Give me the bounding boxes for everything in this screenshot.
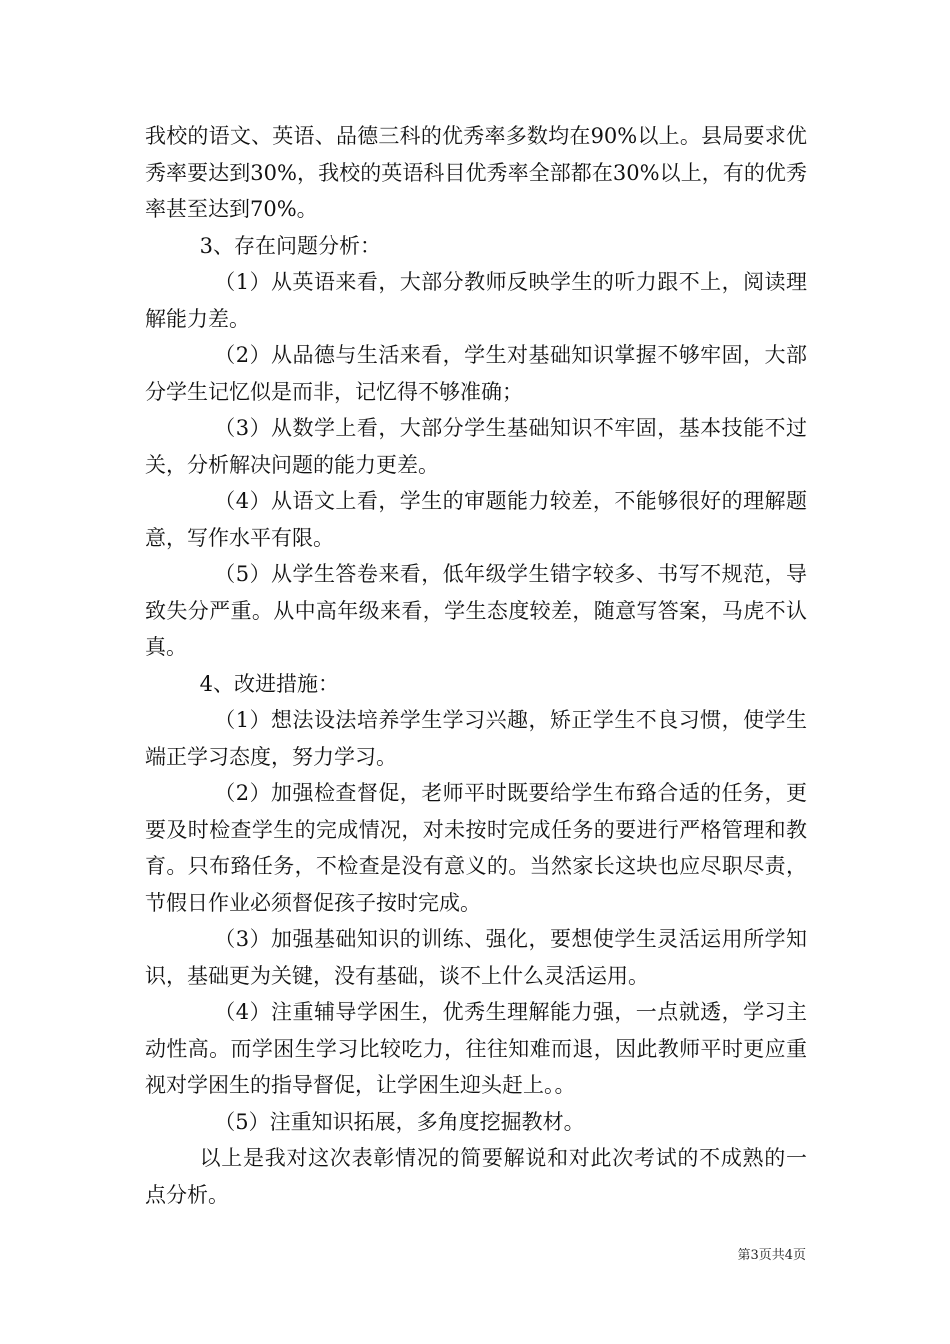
measure-item-1: （1）想法设法培养学生学习兴趣，矫正学生不良习惯，使学生端正学习态度，努力学习。 xyxy=(145,708,807,769)
section-heading-measures: 4、改进措施： xyxy=(199,671,339,696)
issue-item-1: （1）从英语来看，大部分教师反映学生的听力跟不上，阅读理解能力差。 xyxy=(145,270,807,331)
document-body xyxy=(145,118,807,1213)
page-number-footer: 第3页共4页 xyxy=(737,1248,806,1263)
measure-item-3: （3）加强基础知识的训练、强化，要想使学生灵活运用所学知识，基础更为关键，没有基础，谈不上什么灵活运用。 xyxy=(145,927,807,988)
measure-item-5: （5）注重知识拓展，多角度挖掘教材。 xyxy=(214,1109,585,1134)
issue-item-2: （2）从品德与生活来看，学生对基础知识掌握不够牢固，大部分学生记忆似是而非，记忆得不够准确； xyxy=(145,343,807,404)
issue-item-4: （4）从语文上看，学生的审题能力较差，不能够很好的理解题意，写作水平有限。 xyxy=(145,489,807,550)
issue-item-5: （5）从学生答卷来看，低年级学生错字较多、书写不规范，导致失分严重。从中高年级来看，学生态度较差，随意写答案，马虎不认真。 xyxy=(145,562,807,659)
section-heading-issues: 3、存在问题分析： xyxy=(199,233,381,258)
paragraph-continued: 我校的语文、英语、品德三科的优秀率多数均在90%以上。县局要求优秀率要达到30%，我校的英语科目优秀率全部都在30%以上，有的优秀率甚至达到70%。 xyxy=(145,124,807,221)
measure-item-2: （2）加强检查督促，老师平时既要给学生布臵合适的任务，更要及时检查学生的完成情况，对未按时完成任务的要进行严格管理和教育。只布臵任务，不检查是没有意义的。当然家长这块也应尽职尽责，节假日作业必须督促孩子按时完成。 xyxy=(145,781,807,915)
issue-item-3: （3）从数学上看，大部分学生基础知识不牢固，基本技能不过关，分析解决问题的能力更差。 xyxy=(145,416,807,477)
measure-item-4: （4）注重辅导学困生，优秀生理解能力强，一点就透，学习主动性高。而学困生学习比较吃力，往往知难而退，因此教师平时更应重视对学困生的指导督促，让学困生迎头赶上。。 xyxy=(145,1000,807,1097)
conclusion-paragraph: 以上是我对这次表彰情况的简要解说和对此次考试的不成熟的一点分析。 xyxy=(145,1146,807,1207)
